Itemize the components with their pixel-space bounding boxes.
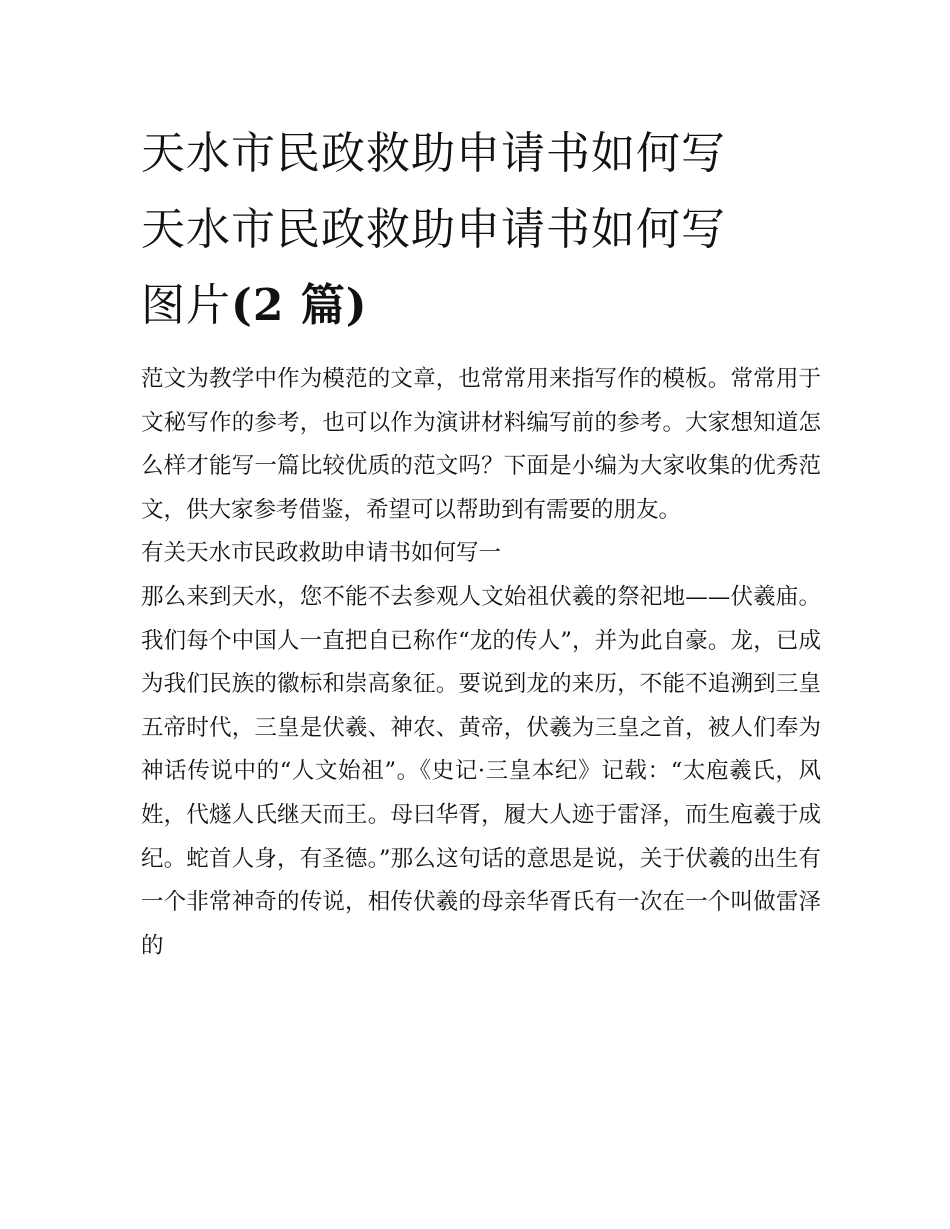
title-line-1: 天水市民政救助申请书如何写 (141, 128, 726, 179)
title-line-3-prefix: 图片 (141, 280, 231, 331)
title-line-3-suffix: (2 篇) (231, 280, 368, 331)
intro-paragraph: 范文为教学中作为模范的文章，也常常用来指写作的模板。常常用于文秘写作的参考，也可以作为演讲材料编写前的参考。大家想知道怎么样才能写一篇比较优质的范文吗？下面是小编为大家收集的优秀范文，供大家参考借鉴，希望可以帮助到有需要的朋友。 (141, 366, 821, 523)
document-title (141, 116, 821, 344)
body-paragraph: 那么来到天水，您不能不去参观人文始祖伏羲的祭祀地——伏羲庙。我们每个中国人一直把自已称作“龙的传人”，并为此自豪。龙，已成为我们民族的徽标和崇高象征。要说到龙的来历，不能不追溯到三皇五帝时代，三皇是伏羲、神农、黄帝，伏羲为三皇之首，被人们奉为神话传说中的“人文始祖”。《史记·三皇本纪》记载：“太庖羲氏，风姓，代燧人氏继天而王。母曰华胥，履大人迹于雷泽，而生庖羲于成纪。蛇首人身，有圣德。”那么这句话的意思是说，关于伏羲的出生有一个非常神奇的传说，相传伏羲的母亲华胥氏有一次在一个叫做雷泽的 (141, 583, 821, 959)
title-line-2: 天水市民政救助申请书如何写 (141, 204, 726, 255)
document-page (141, 116, 821, 968)
title-line-3 (141, 268, 821, 344)
section-heading: 有关天水市民政救助申请书如何写一 (141, 540, 502, 567)
document-body (141, 358, 821, 968)
